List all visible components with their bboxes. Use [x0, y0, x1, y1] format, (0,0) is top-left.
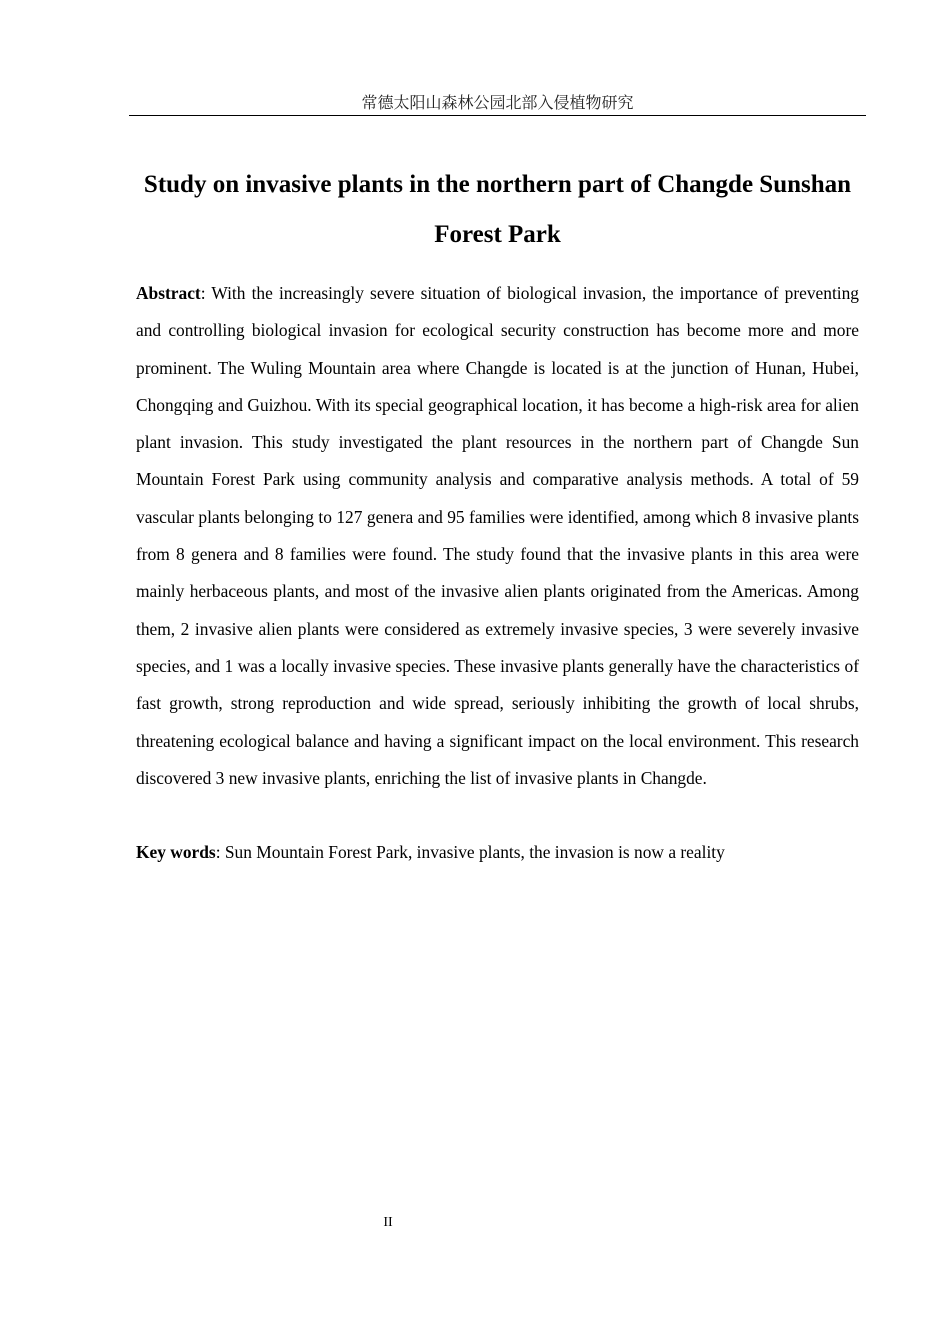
keywords-label: Key words — [136, 842, 216, 862]
header-divider — [129, 115, 866, 116]
abstract-label: Abstract — [136, 283, 201, 303]
paper-title: Study on invasive plants in the northern part of Changde Sunshan Forest Park — [143, 171, 852, 248]
keywords-line — [136, 834, 859, 870]
abstract-separator: : — [200, 283, 212, 303]
page-number: II — [383, 1215, 393, 1230]
keywords-separator: : — [215, 842, 225, 862]
abstract-text: With the increasingly severe situation of biological invasion, the importance of preventing and controlling biological invasion for ecological security construction has become more and more prominent. The Wuling Mountain area where Changde is located is at the junction of Hunan, Hubei, Chongqing and Guizhou. With its special geographical location, it has become a high-risk area for alien plant invasion. This study investigated the plant resources in the northern part of Changde Sun Mountain Forest Park using community analysis and comparative analysis methods. A total of 59 vascular plants belonging to 127 genera and 95 families were identified, among which 8 invasive plants from 8 genera and 8 families were found. The study found that the invasive plants in this area were mainly herbaceous plants, and most of the invasive alien plants originated from the Americas. Among them, 2 invasive alien plants were considered as extremely invasive species, 3 were severely invasive species, and 1 was a locally invasive species. These invasive plants generally have the characteristics of fast growth, strong reproduction and wide spread, seriously inhibiting the growth of local shrubs, threatening ecological balance and having a significant impact on the local environment. This research discovered 3 new invasive plants, enriching the list of invasive plants in Changde. — [136, 283, 859, 788]
abstract-paragraph — [136, 275, 859, 797]
keywords-text: Sun Mountain Forest Park, invasive plants, the invasion is now a reality — [224, 842, 725, 862]
running-header-title: 常德太阳山森林公园北部入侵植物研究 — [361, 93, 634, 112]
